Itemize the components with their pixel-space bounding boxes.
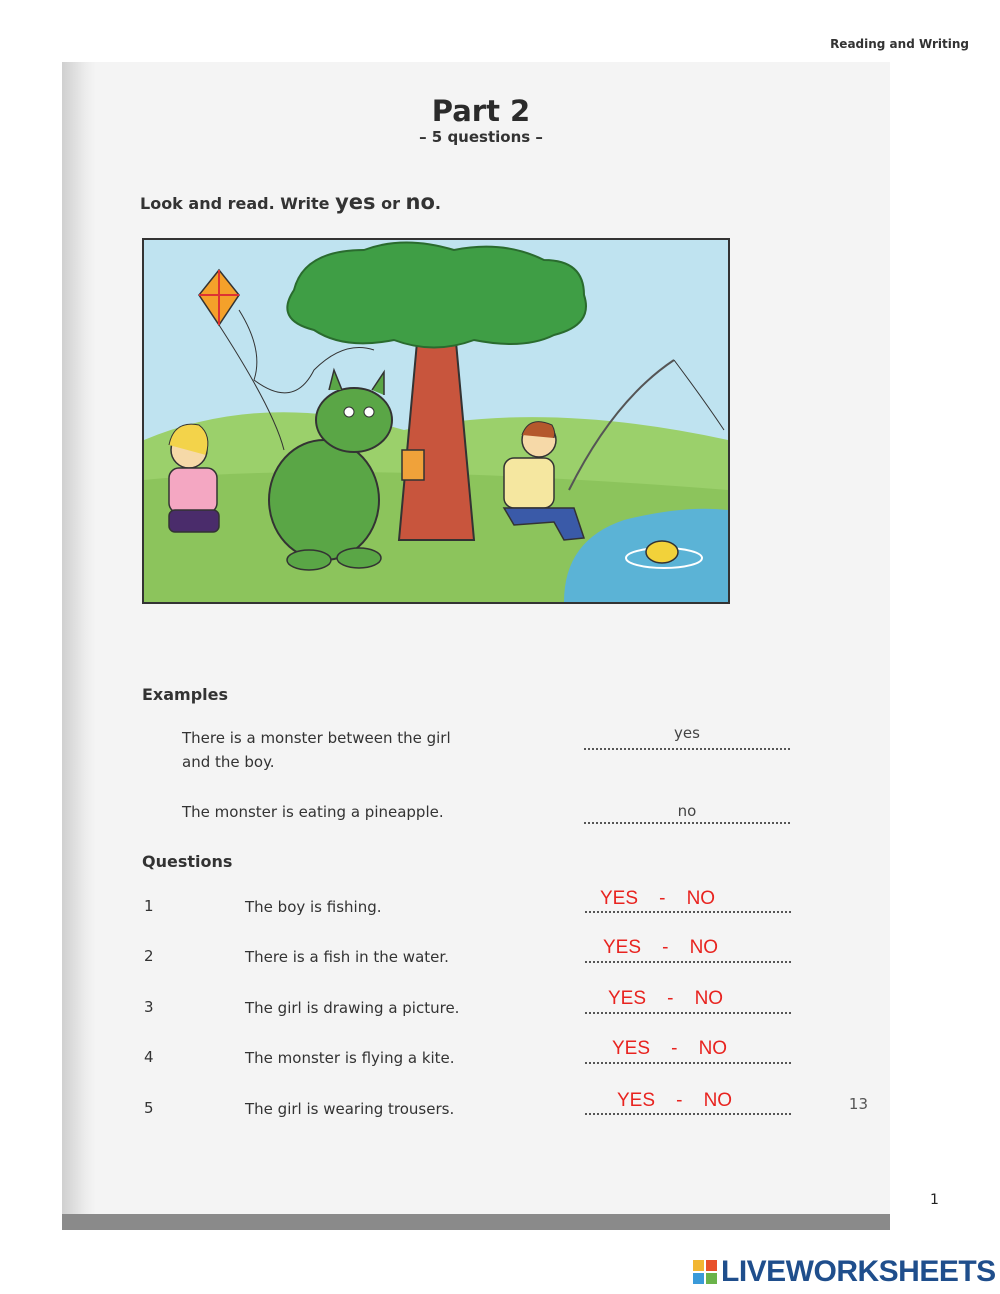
question-4-options[interactable]: YES - NO (612, 1038, 728, 1059)
part-title: Part 2 (431, 94, 531, 128)
worksheet-page-number: 1 (930, 1192, 939, 1208)
question-4-text: The monster is flying a kite. (245, 1049, 455, 1067)
question-5-number: 5 (144, 1099, 154, 1117)
scene-illustration (142, 238, 730, 604)
question-1-text: The boy is fishing. (245, 898, 382, 916)
question-2-answer-line (585, 961, 791, 963)
question-4-answer-line (585, 1062, 791, 1064)
example-2-text: The monster is eating a pineapple. (182, 803, 444, 821)
book-spine-shadow (62, 62, 96, 1230)
brand-name: LIVEWORKSHEETS (721, 1255, 996, 1288)
book-page-number: 13 (848, 1095, 868, 1113)
logo-blocks-icon (693, 1260, 717, 1284)
example-2-answer: no (677, 802, 697, 820)
examples-heading: Examples (142, 685, 229, 704)
part-subtitle: – 5 questions – (419, 128, 543, 146)
instruction: Look and read. Write yes or no. (140, 190, 441, 214)
example-1-answer-line (584, 748, 790, 750)
question-2-number: 2 (144, 947, 154, 965)
question-4-number: 4 (144, 1048, 154, 1066)
question-5-text: The girl is wearing trousers. (245, 1100, 455, 1118)
question-3-answer-line (585, 1012, 791, 1014)
question-1-answer-line (585, 911, 791, 913)
question-3-options[interactable]: YES - NO (608, 988, 724, 1009)
question-5-answer-line (585, 1113, 791, 1115)
liveworksheets-logo (693, 1255, 996, 1289)
park-scene-image (144, 240, 728, 602)
question-2-options[interactable]: YES - NO (603, 937, 719, 958)
question-5-options[interactable]: YES - NO (617, 1090, 733, 1111)
questions-heading: Questions (142, 852, 233, 871)
example-2-answer-line (584, 822, 790, 824)
page-bottom-edge (62, 1214, 890, 1230)
question-2-text: There is a fish in the water. (245, 948, 449, 966)
example-1-answer: yes (674, 724, 700, 742)
question-3-number: 3 (144, 998, 154, 1016)
question-1-options[interactable]: YES - NO (600, 888, 716, 909)
question-1-number: 1 (144, 897, 154, 915)
section-header: Reading and Writing (830, 37, 969, 51)
example-1-text: There is a monster between the girl and the boy. (182, 729, 451, 771)
question-3-text: The girl is drawing a picture. (245, 999, 460, 1017)
